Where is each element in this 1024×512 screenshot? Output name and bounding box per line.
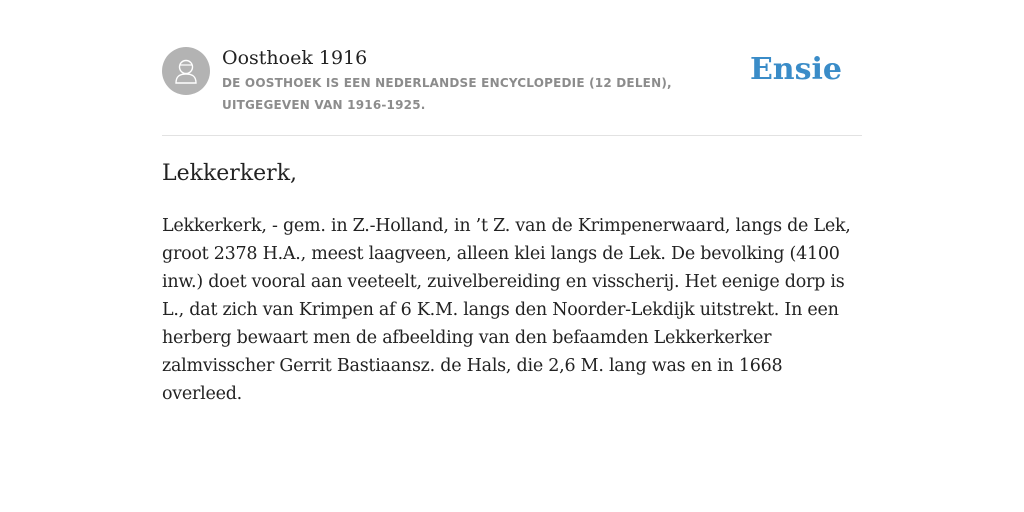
entry-title: Lekkerkerk, xyxy=(162,161,298,186)
entry-body: Lekkerkerk, - gem. in Z.-Holland, in ’t Z. van de Krimpenerwaard, langs de Lek, groot 2378 H.A., meest laagveen, alleen klei langs de Lek. De bevolking (4100 inw.) doet vooral aan veeteelt, zuivelbereiding en visscherij. Het eenige dorp is L., dat zich van Krimpen af 6 K.M. langs den Noorder-Lekdijk uitstrekt. In een herberg bewaart men de afbeelding van den befaamden Lekkerkerker zalmvisscher Gerrit Bastiaansz. de Hals, die 2,6 M. lang was en in 1668 overleed. xyxy=(162,216,851,404)
ensie-logo-link[interactable]: Ensie xyxy=(749,52,842,87)
entry-header xyxy=(162,46,862,136)
header-divider xyxy=(162,135,862,136)
source-description: DE OOSTHOEK IS EEN NEDERLANDSE ENCYCLOPEDIE (12 DELEN), UITGEGEVEN VAN 1916-1925. xyxy=(222,76,672,112)
user-icon[interactable] xyxy=(162,47,210,95)
source-title[interactable]: Oosthoek 1916 xyxy=(222,47,368,69)
